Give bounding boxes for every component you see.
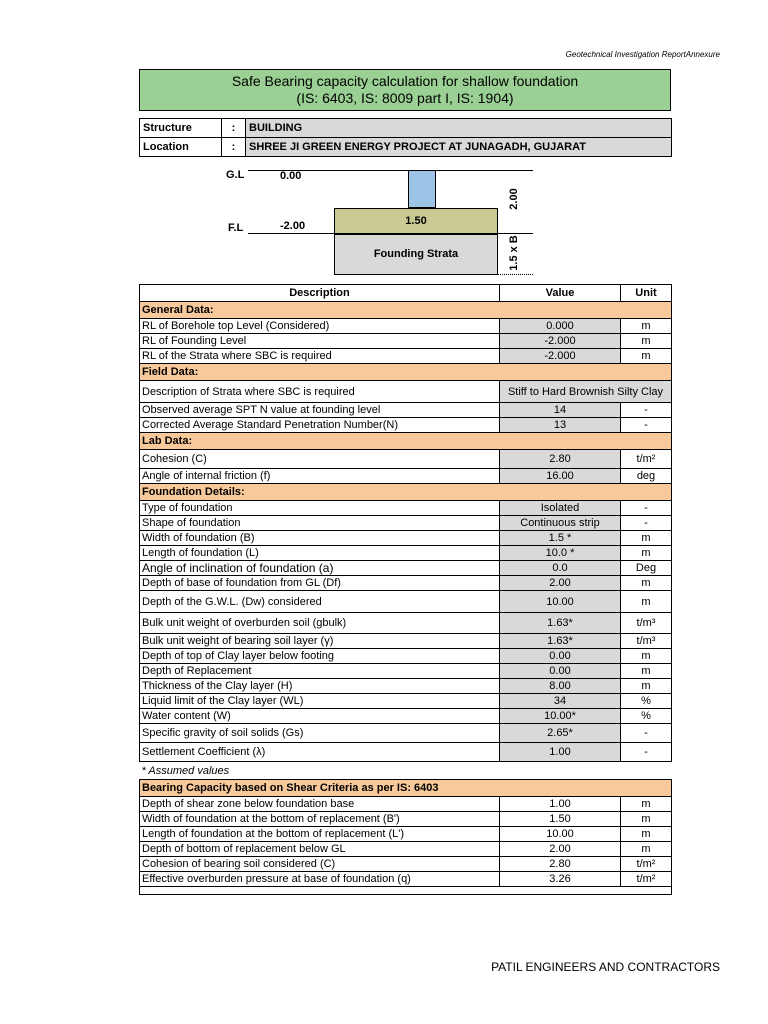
row-value: 3.26 [500,872,621,887]
row-unit: m [621,812,672,827]
table-row [140,743,672,762]
footer-company: PATIL ENGINEERS AND CONTRACTORS [491,960,720,974]
zone-label: 1.5 x B [508,235,520,271]
row-desc: Width of foundation (B) [140,531,500,546]
row-value: 0.00 [500,664,621,679]
row-unit: m [621,842,672,857]
row-unit: m [621,349,672,364]
table-row [140,664,672,679]
row-desc: Depth of bottom of replacement below GL [140,842,500,857]
row-desc: Depth of the G.W.L. (Dw) considered [140,591,500,613]
row-unit: - [621,418,672,433]
table-row [140,887,672,895]
section-foundation: Foundation Details: [140,484,672,501]
column-stem [408,170,436,208]
row-desc: Description of Strata where SBC is required [140,381,500,403]
table-row [140,649,672,664]
table-row [140,501,672,516]
row-value: Stiff to Hard Brownish Silty Clay [500,381,672,403]
table-row [140,709,672,724]
row-value: 2.80 [500,857,621,872]
row-unit: m [621,649,672,664]
table-row [140,561,672,576]
section-row [140,364,672,381]
table-row [140,381,672,403]
table-row [140,679,672,694]
section-row [140,302,672,319]
row-desc: Width of foundation at the bottom of replacement (B') [140,812,500,827]
section-field: Field Data: [140,364,672,381]
row-value: -2.000 [500,334,621,349]
section-row [140,780,672,797]
info-row [140,138,672,157]
dim-line-top [498,170,533,171]
gl-label: G.L [226,169,245,181]
row-value: 1.00 [500,743,621,762]
row-unit: - [621,724,672,743]
row-value: 0.000 [500,319,621,334]
gl-value: 0.00 [280,170,302,182]
table-row [140,724,672,743]
row-unit: m [621,546,672,561]
table-row [140,694,672,709]
row-desc: Bulk unit weight of overburden soil (gbulk) [140,613,500,634]
footing-width: 1.50 [405,215,427,227]
row-desc: Settlement Coefficient (λ) [140,743,500,762]
row-desc: Cohesion (C) [140,450,500,469]
table-row [140,812,672,827]
row-unit: m [621,319,672,334]
table-row [140,857,672,872]
info-colon: : [222,119,246,138]
row-desc: Depth of top of Clay layer below footing [140,649,500,664]
row-value: 8.00 [500,679,621,694]
info-table [139,118,672,157]
row-value: 0.0 [500,561,621,576]
row-desc: Angle of inclination of foundation (a) [140,561,500,576]
header-note: Geotechnical Investigation ReportAnnexure [565,50,720,59]
table-row [140,469,672,484]
row-unit: t/m² [621,872,672,887]
empty-row [140,887,672,895]
section-row [140,433,672,450]
row-desc: Shape of foundation [140,516,500,531]
row-unit: m [621,591,672,613]
row-value: 1.5 * [500,531,621,546]
row-desc: Depth of Replacement [140,664,500,679]
title-line1: Safe Bearing capacity calculation for shallow foundation [231,73,579,89]
foundation-diagram [0,165,768,280]
row-unit: Deg [621,561,672,576]
row-unit: % [621,694,672,709]
row-value: 10.0 * [500,546,621,561]
calculation-table [139,284,672,895]
section-row [140,484,672,501]
section-lab: Lab Data: [140,433,672,450]
table-row [140,613,672,634]
row-value: 2.00 [500,842,621,857]
header-unit: Unit [621,285,672,302]
table-row [140,403,672,418]
row-desc: Corrected Average Standard Penetration Number(N) [140,418,500,433]
header-description: Description [140,285,500,302]
row-unit: t/m² [621,857,672,872]
row-desc: Type of foundation [140,501,500,516]
row-value: 2.00 [500,576,621,591]
table-row [140,872,672,887]
row-value: 10.00* [500,709,621,724]
table-row [140,576,672,591]
row-unit: - [621,501,672,516]
row-value: 10.00 [500,591,621,613]
table-row [140,634,672,649]
row-unit: m [621,576,672,591]
info-label: Structure [140,119,222,138]
table-row [140,827,672,842]
note-row [140,762,672,780]
founding-strata-block [334,234,498,275]
row-value: 13 [500,418,621,433]
row-value: Continuous strip [500,516,621,531]
row-desc: Liquid limit of the Clay layer (WL) [140,694,500,709]
row-desc: Depth of shear zone below foundation base [140,797,500,812]
row-unit: m [621,797,672,812]
info-colon: : [222,138,246,157]
strata-label: Founding Strata [373,248,459,260]
row-desc: Length of foundation at the bottom of replacement (L') [140,827,500,842]
depth-label: 2.00 [508,188,520,210]
row-unit: m [621,827,672,842]
row-desc: Specific gravity of soil solids (Gs) [140,724,500,743]
table-row [140,546,672,561]
row-unit: m [621,664,672,679]
row-value: 1.50 [500,812,621,827]
table-row [140,418,672,433]
row-value: 1.00 [500,797,621,812]
info-value: SHREE JI GREEN ENERGY PROJECT AT JUNAGADH, GUJARAT [246,138,672,157]
table-row [140,334,672,349]
founding-line [248,233,334,234]
table-row [140,319,672,334]
row-desc: RL of Borehole top Level (Considered) [140,319,500,334]
row-desc: Water content (W) [140,709,500,724]
row-desc: RL of Founding Level [140,334,500,349]
row-value: 34 [500,694,621,709]
row-desc: Thickness of the Clay layer (H) [140,679,500,694]
table-row [140,591,672,613]
section-bearing: Bearing Capacity based on Shear Criteria as per IS: 6403 [140,780,672,797]
row-desc: RL of the Strata where SBC is required [140,349,500,364]
row-unit: - [621,743,672,762]
row-desc: Bulk unit weight of bearing soil layer (γ) [140,634,500,649]
row-value: 0.00 [500,649,621,664]
row-value: 14 [500,403,621,418]
section-general: General Data: [140,302,672,319]
row-value: Isolated [500,501,621,516]
page-title [139,69,671,111]
row-unit: m [621,531,672,546]
table-header-row [140,285,672,302]
title-line2: (IS: 6403, IS: 8009 part I, IS: 1904) [296,90,514,106]
row-unit: - [621,403,672,418]
row-desc: Effective overburden pressure at base of foundation (q) [140,872,500,887]
info-value: BUILDING [246,119,672,138]
row-unit: m [621,679,672,694]
table-row [140,531,672,546]
table-row [140,349,672,364]
row-desc: Depth of base of foundation from GL (Df) [140,576,500,591]
row-value: 2.80 [500,450,621,469]
assumed-note: * Assumed values [140,762,672,780]
fl-label: F.L [228,222,244,234]
row-unit: deg [621,469,672,484]
row-value: -2.000 [500,349,621,364]
fl-value: -2.00 [280,220,306,232]
row-desc: Angle of internal friction (f) [140,469,500,484]
row-unit: t/m² [621,450,672,469]
info-row [140,119,672,138]
info-label: Location [140,138,222,157]
table-row [140,450,672,469]
table-row [140,797,672,812]
row-value: 1.63* [500,613,621,634]
row-unit: m [621,334,672,349]
row-desc: Observed average SPT N value at founding level [140,403,500,418]
row-unit: t/m³ [621,634,672,649]
table-row [140,842,672,857]
row-value: 10.00 [500,827,621,842]
footing-block [334,208,498,234]
table-row [140,516,672,531]
row-value: 2.65* [500,724,621,743]
row-value: 16.00 [500,469,621,484]
header-value: Value [500,285,621,302]
row-unit: % [621,709,672,724]
row-value: 1.63* [500,634,621,649]
row-desc: Cohesion of bearing soil considered (C) [140,857,500,872]
row-unit: - [621,516,672,531]
row-unit: t/m³ [621,613,672,634]
row-desc: Length of foundation (L) [140,546,500,561]
